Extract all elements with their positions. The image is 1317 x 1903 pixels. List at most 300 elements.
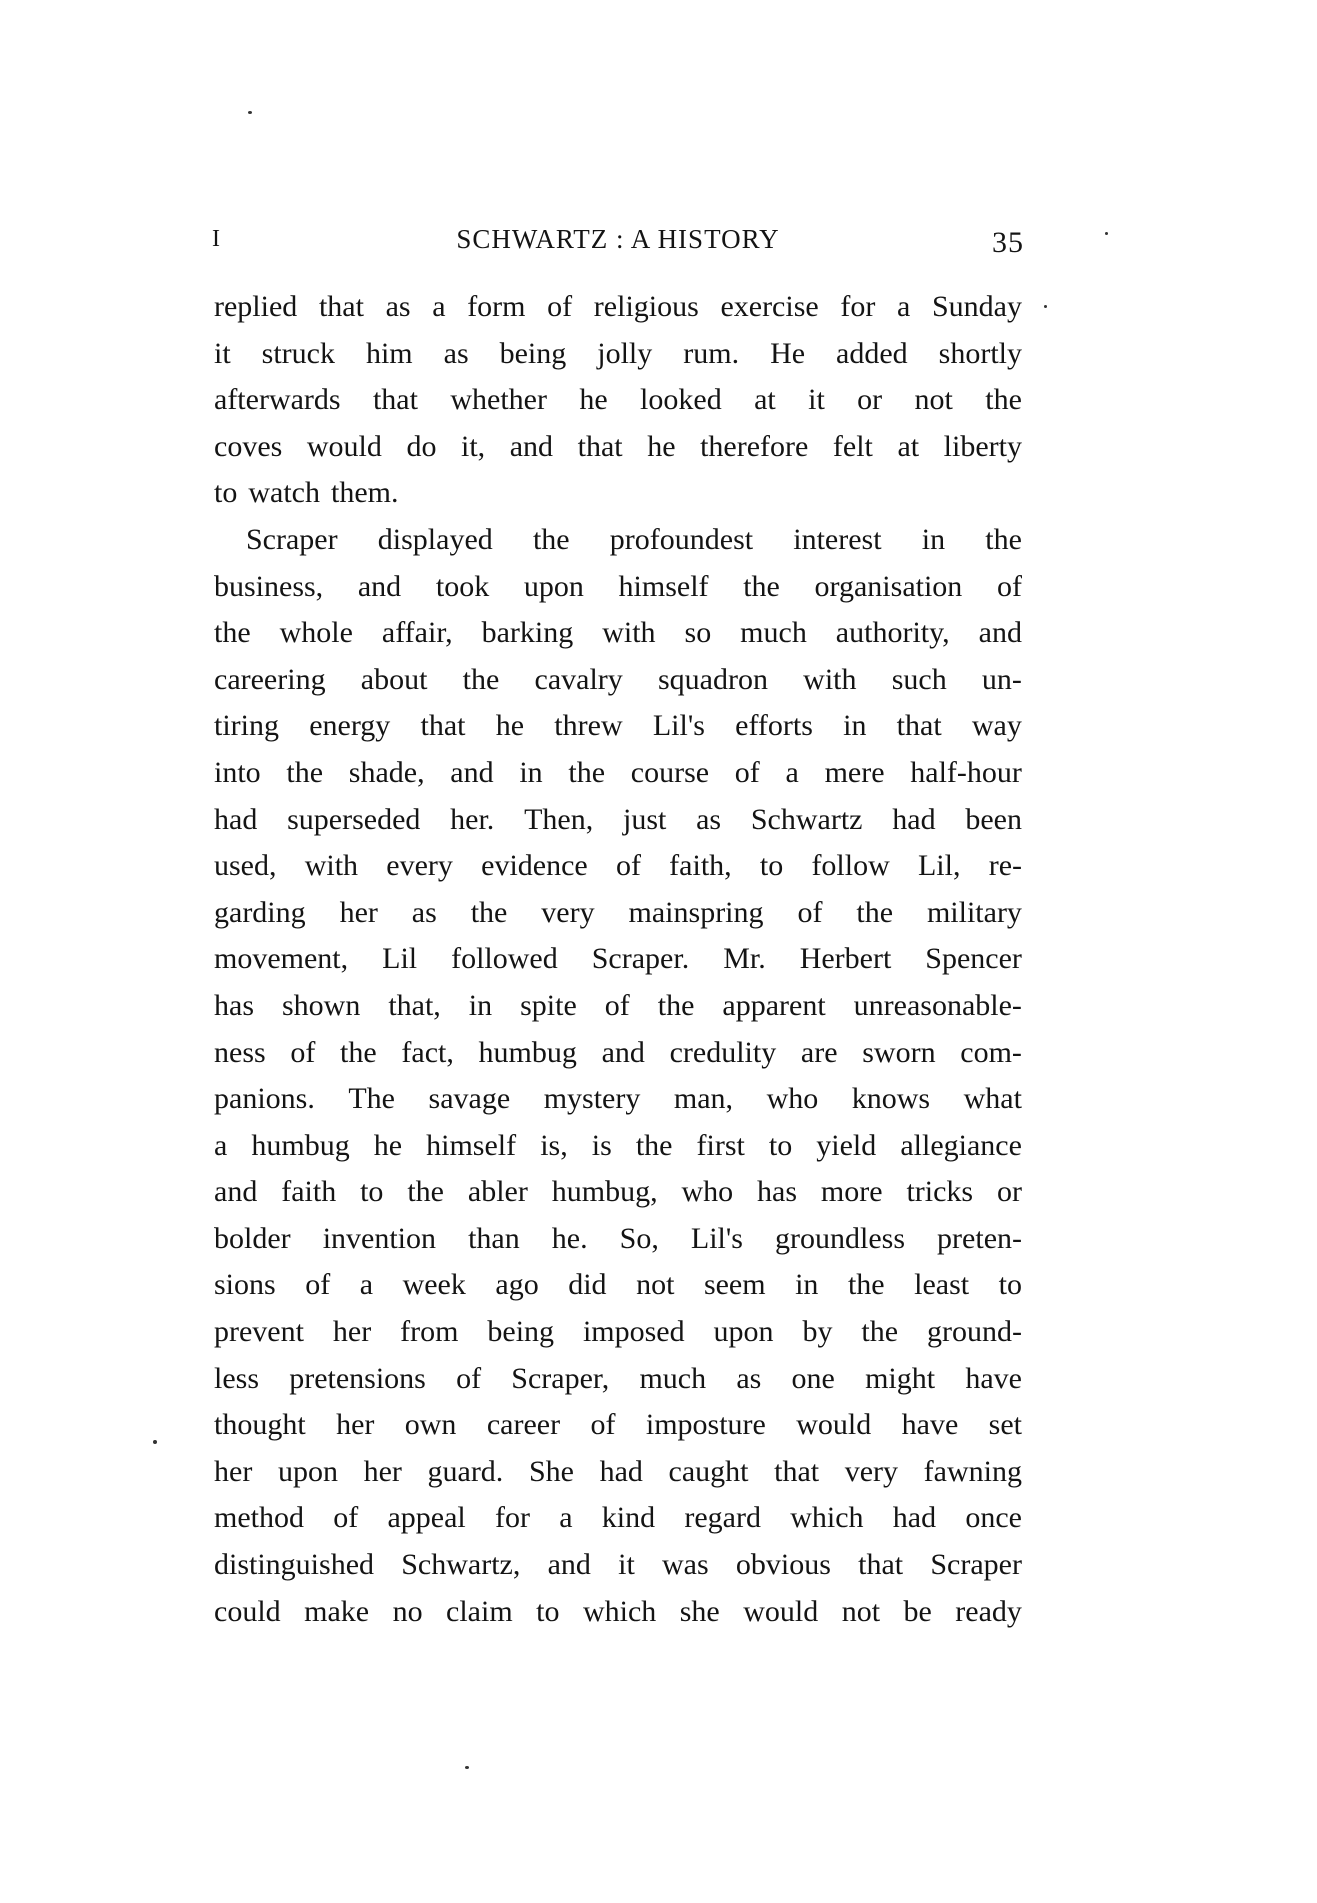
- word: in: [468, 988, 493, 1022]
- word: that: [318, 290, 364, 323]
- word: had: [599, 1454, 643, 1488]
- word: to: [998, 1268, 1022, 1302]
- word: that: [896, 709, 942, 743]
- word: imposed: [582, 1315, 685, 1349]
- word: much: [740, 616, 807, 650]
- word: form: [467, 290, 526, 323]
- word: took: [435, 569, 490, 603]
- word: caught: [668, 1454, 749, 1488]
- word: upon: [523, 569, 584, 603]
- word: the: [532, 522, 570, 556]
- word: course: [630, 755, 710, 789]
- word: what: [963, 1082, 1022, 1116]
- word: interest: [793, 522, 882, 556]
- word: not: [914, 383, 953, 417]
- word: Lil,: [917, 849, 961, 883]
- word: half-hour: [910, 755, 1022, 789]
- word: appeal: [387, 1501, 466, 1535]
- word: tiring: [214, 709, 279, 743]
- word: movement,: [214, 942, 349, 976]
- word: imposture: [645, 1408, 766, 1442]
- word: had: [214, 802, 258, 836]
- word: once: [965, 1501, 1022, 1535]
- word: Spencer: [925, 942, 1022, 976]
- word: military: [926, 895, 1022, 929]
- word: be: [903, 1594, 932, 1628]
- word: her: [332, 1315, 372, 1349]
- word: sworn: [862, 1035, 936, 1069]
- word: organisation: [814, 569, 963, 603]
- word: he: [579, 383, 608, 417]
- word: into: [214, 755, 261, 789]
- word: Scraper: [246, 522, 338, 556]
- word: to: [214, 476, 238, 510]
- word: or: [997, 1175, 1022, 1209]
- word: ground-: [926, 1315, 1022, 1349]
- word: is,: [540, 1128, 568, 1162]
- word: careering: [214, 662, 326, 696]
- word: such: [891, 662, 947, 696]
- word: no: [392, 1594, 423, 1628]
- word: and: [357, 569, 402, 603]
- word: have: [965, 1361, 1022, 1395]
- word: fawning: [923, 1454, 1022, 1488]
- word: one: [791, 1361, 835, 1395]
- word: and: [978, 616, 1022, 650]
- word: coves: [214, 429, 283, 463]
- word: distinguished: [214, 1548, 375, 1582]
- word: was: [662, 1548, 709, 1582]
- word: method: [214, 1501, 304, 1535]
- print-speck: [1105, 232, 1108, 235]
- word: her.: [450, 802, 495, 836]
- word: religious: [593, 290, 699, 323]
- print-speck: [153, 1440, 157, 1444]
- word: com-: [960, 1035, 1022, 1069]
- word: very: [844, 1454, 899, 1488]
- word: panions.: [214, 1082, 315, 1116]
- word: by: [802, 1315, 833, 1349]
- word: invention: [322, 1221, 437, 1255]
- word: used,: [214, 849, 277, 883]
- word: which: [582, 1594, 657, 1628]
- word: garding: [214, 895, 306, 929]
- word: at: [754, 383, 776, 417]
- word: less: [214, 1361, 259, 1395]
- word: himself: [618, 569, 709, 603]
- word: credulity: [669, 1035, 777, 1069]
- word: apparent: [722, 988, 826, 1022]
- text-line: [214, 1216, 1022, 1263]
- word: make: [304, 1594, 370, 1628]
- word: regard: [684, 1501, 761, 1535]
- word: mere: [824, 755, 885, 789]
- word: efforts: [735, 709, 813, 743]
- word: would: [796, 1408, 872, 1442]
- word: yield: [816, 1128, 877, 1162]
- word: that: [420, 709, 466, 743]
- print-speck: [1044, 305, 1047, 308]
- word: rum.: [683, 336, 740, 370]
- page-number: 35: [992, 226, 1024, 259]
- word: Schwartz,: [401, 1548, 521, 1582]
- word: own: [404, 1408, 457, 1442]
- word: to: [759, 849, 784, 883]
- word: or: [857, 383, 883, 417]
- word: cavalry: [534, 662, 623, 696]
- word: of: [333, 1501, 359, 1535]
- text-line: [214, 1123, 1022, 1170]
- word: that: [858, 1548, 904, 1582]
- word: a: [896, 290, 911, 323]
- word: he: [373, 1128, 403, 1162]
- word: could: [214, 1594, 281, 1628]
- word: with: [304, 849, 359, 883]
- word: bolder: [214, 1221, 291, 1255]
- word: for: [494, 1501, 530, 1535]
- text-line: [214, 564, 1022, 611]
- word: a: [214, 1128, 228, 1162]
- text-line: [214, 843, 1022, 890]
- word: for: [840, 290, 876, 323]
- word: as: [696, 802, 722, 836]
- word: Then,: [524, 802, 594, 836]
- word: squadron: [657, 662, 768, 696]
- word: She: [528, 1454, 574, 1488]
- word: career: [486, 1408, 561, 1442]
- word: of: [734, 755, 760, 789]
- text-line: [214, 377, 1022, 424]
- text-line: [214, 1076, 1022, 1123]
- word: which: [790, 1501, 864, 1535]
- word: it: [618, 1548, 635, 1582]
- word: to: [360, 1175, 384, 1209]
- word: himself: [426, 1128, 517, 1162]
- word: of: [456, 1361, 482, 1395]
- word: a: [559, 1501, 573, 1535]
- word: sions: [214, 1268, 276, 1302]
- word: the: [462, 662, 500, 696]
- word: might: [865, 1361, 936, 1395]
- text-line: [214, 983, 1022, 1030]
- word: Scraper.: [591, 942, 690, 976]
- word: the: [568, 755, 606, 789]
- word: fact,: [401, 1035, 454, 1069]
- word: as: [443, 336, 469, 370]
- word: way: [971, 709, 1022, 743]
- text-line: [214, 470, 1022, 517]
- word: allegiance: [900, 1128, 1022, 1162]
- word: had: [892, 1501, 937, 1535]
- word: first: [696, 1128, 745, 1162]
- word: struck: [261, 336, 335, 370]
- word: of: [305, 1268, 331, 1302]
- body-text: [214, 284, 1022, 1635]
- word: humbug,: [551, 1175, 658, 1209]
- word: the: [470, 895, 508, 929]
- word: than: [468, 1221, 520, 1255]
- text-line: [214, 890, 1022, 937]
- word: as: [736, 1361, 762, 1395]
- text-line: [214, 657, 1022, 704]
- word: afterwards: [214, 383, 341, 417]
- word: just: [622, 802, 667, 836]
- word: the: [214, 616, 251, 650]
- word: a: [359, 1268, 374, 1302]
- word: felt: [832, 429, 873, 463]
- word: it,: [461, 429, 486, 463]
- word: that,: [388, 988, 441, 1022]
- word: very: [541, 895, 595, 929]
- text-line: [214, 797, 1022, 844]
- word: much: [639, 1361, 707, 1395]
- word: the: [286, 755, 324, 789]
- word: evidence: [481, 849, 588, 883]
- word: who: [766, 1082, 819, 1116]
- print-speck: [465, 1766, 469, 1769]
- word: it: [808, 383, 825, 417]
- word: humbug: [478, 1035, 577, 1069]
- word: has: [757, 1175, 798, 1209]
- word: her: [214, 1454, 253, 1488]
- word: un-: [981, 662, 1022, 696]
- text-line: [214, 1495, 1022, 1542]
- word: him: [365, 336, 413, 370]
- word: Lil's: [652, 709, 705, 743]
- word: do: [406, 429, 437, 463]
- word: and: [509, 429, 554, 463]
- word: business,: [214, 569, 324, 603]
- word: abler: [467, 1175, 528, 1209]
- word: Scraper,: [511, 1361, 610, 1395]
- word: in: [843, 709, 867, 743]
- word: the: [861, 1315, 899, 1349]
- word: that: [577, 429, 623, 463]
- word: he.: [551, 1221, 588, 1255]
- word: spite: [520, 988, 577, 1022]
- word: The: [348, 1082, 395, 1116]
- word: least: [914, 1268, 970, 1302]
- text-line: [214, 1542, 1022, 1589]
- word: prevent: [214, 1315, 304, 1349]
- word: of: [604, 988, 630, 1022]
- text-line: [214, 284, 1022, 331]
- word: in: [921, 522, 946, 556]
- word: kind: [601, 1501, 656, 1535]
- word: her: [339, 895, 378, 929]
- word: shade,: [348, 755, 425, 789]
- word: therefore: [700, 429, 809, 463]
- word: whether: [450, 383, 547, 417]
- word: authority,: [835, 616, 950, 650]
- word: humbug: [251, 1128, 350, 1162]
- word: savage: [428, 1082, 511, 1116]
- word: it: [214, 336, 231, 370]
- word: upon: [277, 1454, 338, 1488]
- word: from: [400, 1315, 459, 1349]
- word: of: [290, 1035, 316, 1069]
- word: Schwartz: [750, 802, 863, 836]
- signature-mark: I: [212, 226, 221, 252]
- word: the: [657, 988, 695, 1022]
- word: the: [407, 1175, 444, 1209]
- word: ago: [495, 1268, 539, 1302]
- word: mystery: [543, 1082, 641, 1116]
- word: not: [841, 1594, 881, 1628]
- running-title: SCHWARTZ : A HISTORY: [456, 224, 780, 254]
- word: are: [800, 1035, 838, 1069]
- word: shown: [281, 988, 361, 1022]
- word: with: [803, 662, 857, 696]
- word: in: [795, 1268, 819, 1302]
- word: pretensions: [289, 1361, 426, 1395]
- word: as: [385, 290, 411, 323]
- word: mainspring: [628, 895, 764, 929]
- word: so: [684, 616, 712, 650]
- word: Lil's: [690, 1221, 743, 1255]
- word: every: [386, 849, 453, 883]
- page-header: [212, 222, 1024, 262]
- word: more: [820, 1175, 883, 1209]
- word: has: [214, 988, 254, 1022]
- word: set: [988, 1408, 1022, 1442]
- word: is: [591, 1128, 612, 1162]
- text-line: [214, 936, 1022, 983]
- word: faith: [281, 1175, 337, 1209]
- text-line: [214, 750, 1022, 797]
- word: to: [536, 1594, 560, 1628]
- word: faith,: [669, 849, 732, 883]
- word: of: [797, 895, 823, 929]
- word: and: [601, 1035, 645, 1069]
- word: as: [411, 895, 437, 929]
- word: who: [681, 1175, 734, 1209]
- word: Herbert: [799, 942, 892, 976]
- word: a: [785, 755, 799, 789]
- word: she: [679, 1594, 720, 1628]
- word: superseded: [287, 802, 421, 836]
- word: the: [340, 1035, 377, 1069]
- word: with: [602, 616, 656, 650]
- word: Mr.: [723, 942, 766, 976]
- text-line: [214, 424, 1022, 471]
- word: followed: [451, 942, 558, 976]
- word: of: [547, 290, 573, 323]
- word: the: [743, 569, 780, 603]
- text-line: [214, 1589, 1022, 1636]
- text-line: [214, 610, 1022, 657]
- word: seem: [703, 1268, 766, 1302]
- word: replied: [214, 290, 298, 323]
- word: he: [647, 429, 676, 463]
- word: did: [568, 1268, 607, 1302]
- word: at: [897, 429, 920, 463]
- word: follow: [811, 849, 890, 883]
- word: of: [615, 849, 641, 883]
- word: groundless: [775, 1221, 905, 1255]
- word: of: [996, 569, 1022, 603]
- word: barking: [481, 616, 574, 650]
- word: unreasonable-: [853, 988, 1022, 1022]
- word: the: [856, 895, 894, 929]
- word: re-: [988, 849, 1022, 883]
- word: shortly: [938, 336, 1022, 370]
- word: her: [336, 1408, 375, 1442]
- text-line: [214, 1449, 1022, 1496]
- print-speck: [248, 111, 252, 114]
- word: exercise: [720, 290, 819, 323]
- word: Sunday: [931, 290, 1022, 323]
- text-line: [214, 1030, 1022, 1077]
- text-line: [214, 1262, 1022, 1309]
- word: whole: [279, 616, 353, 650]
- word: them.: [330, 476, 399, 510]
- word: he: [495, 709, 525, 743]
- word: and: [450, 755, 494, 789]
- word: man,: [673, 1082, 734, 1116]
- word: added: [836, 336, 908, 370]
- word: had: [892, 802, 936, 836]
- word: affair,: [381, 616, 453, 650]
- word: guard.: [427, 1454, 504, 1488]
- word: in: [519, 755, 543, 789]
- word: her: [363, 1454, 402, 1488]
- word: the: [985, 522, 1022, 556]
- word: obvious: [735, 1548, 831, 1582]
- word: a: [432, 290, 446, 323]
- word: been: [965, 802, 1022, 836]
- text-line: [214, 517, 1022, 564]
- word: the: [635, 1128, 673, 1162]
- text-line: [214, 1309, 1022, 1356]
- text-line: [214, 703, 1022, 750]
- word: would: [743, 1594, 819, 1628]
- word: the: [847, 1268, 885, 1302]
- word: claim: [446, 1594, 513, 1628]
- word: would: [306, 429, 382, 463]
- word: that: [372, 383, 418, 417]
- word: the: [985, 383, 1022, 417]
- text-line: [214, 1169, 1022, 1216]
- word: tricks: [906, 1175, 974, 1209]
- word: not: [636, 1268, 675, 1302]
- word: being: [487, 1315, 555, 1349]
- word: being: [499, 336, 567, 370]
- word: and: [547, 1548, 591, 1582]
- word: preten-: [937, 1221, 1022, 1255]
- word: displayed: [377, 522, 493, 556]
- text-line: [214, 1356, 1022, 1403]
- word: jolly: [597, 336, 653, 370]
- word: He: [770, 336, 806, 370]
- word: liberty: [943, 429, 1022, 463]
- word: watch: [248, 476, 320, 510]
- text-line: [214, 1402, 1022, 1449]
- word: looked: [640, 383, 722, 417]
- word: to: [768, 1128, 793, 1162]
- word: thought: [214, 1408, 306, 1442]
- word: about: [360, 662, 428, 696]
- word: So,: [619, 1221, 659, 1255]
- word: week: [402, 1268, 466, 1302]
- word: ready: [955, 1594, 1022, 1628]
- text-line: [214, 331, 1022, 378]
- word: and: [214, 1175, 258, 1209]
- word: Lil: [382, 942, 418, 976]
- word: of: [590, 1408, 616, 1442]
- word: knows: [851, 1082, 931, 1116]
- word: that: [774, 1454, 820, 1488]
